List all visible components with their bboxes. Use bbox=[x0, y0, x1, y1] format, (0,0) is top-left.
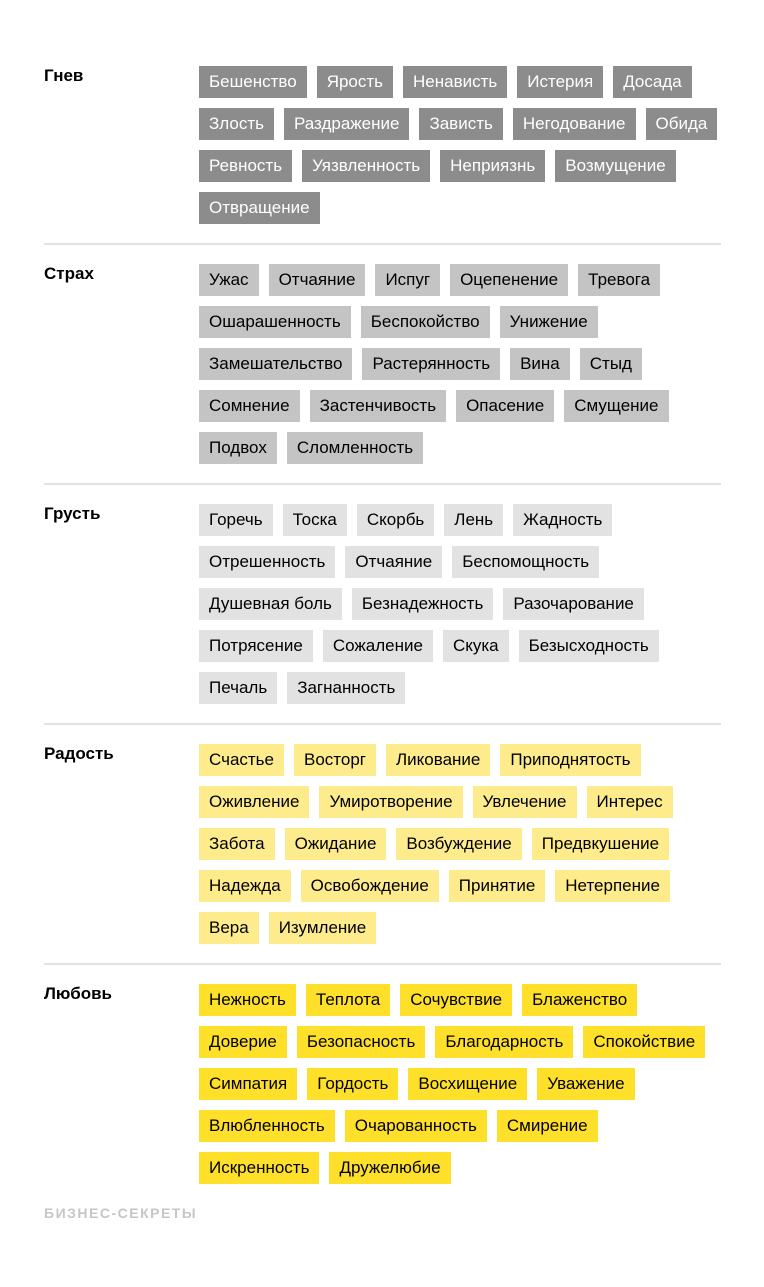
emotion-tag: Зависть bbox=[419, 108, 502, 140]
emotion-tag: Негодование bbox=[513, 108, 636, 140]
emotion-tag: Увлечение bbox=[473, 786, 577, 818]
section-divider bbox=[44, 483, 721, 485]
emotion-tag: Сожаление bbox=[323, 630, 433, 662]
emotion-tag: Уязвленность bbox=[302, 150, 430, 182]
emotion-tag: Приподнятость bbox=[500, 744, 640, 776]
emotion-tag: Нетерпение bbox=[555, 870, 670, 902]
emotion-tag: Стыд bbox=[580, 348, 642, 380]
emotion-tag: Ярость bbox=[317, 66, 393, 98]
emotion-tag: Смирение bbox=[497, 1110, 598, 1142]
section-divider bbox=[44, 723, 721, 725]
emotion-tag: Душевная боль bbox=[199, 588, 342, 620]
emotion-tag: Досада bbox=[613, 66, 692, 98]
section-title: Радость bbox=[44, 744, 114, 763]
emotion-tag: Ревность bbox=[199, 150, 292, 182]
emotion-tag: Восторг bbox=[294, 744, 376, 776]
tag-list bbox=[199, 264, 721, 464]
emotion-tag: Неприязнь bbox=[440, 150, 545, 182]
emotion-tag: Унижение bbox=[500, 306, 598, 338]
emotion-tag: Умиротворение bbox=[319, 786, 462, 818]
emotion-tag: Опасение bbox=[456, 390, 554, 422]
emotion-tag: Тревога bbox=[578, 264, 660, 296]
emotion-tag: Отвращение bbox=[199, 192, 320, 224]
brand-logo: БИЗНЕС-СЕКРЕТЫ bbox=[44, 1205, 198, 1221]
emotion-tag: Печаль bbox=[199, 672, 277, 704]
emotion-tag: Злость bbox=[199, 108, 274, 140]
emotion-tag: Уважение bbox=[537, 1068, 634, 1100]
emotion-tag: Испуг bbox=[375, 264, 440, 296]
emotion-tag: Изумление bbox=[269, 912, 377, 944]
emotion-tag: Теплота bbox=[306, 984, 390, 1016]
section-divider bbox=[44, 963, 721, 965]
emotion-tag: Беспомощность bbox=[452, 546, 599, 578]
emotion-tag: Замешательство bbox=[199, 348, 352, 380]
section-title: Любовь bbox=[44, 984, 113, 1003]
emotion-tag: Обида bbox=[646, 108, 718, 140]
emotion-tag: Гордость bbox=[307, 1068, 398, 1100]
emotion-tag: Тоска bbox=[283, 504, 347, 536]
section-title: Гнев bbox=[44, 66, 84, 85]
emotion-tag: Возбуждение bbox=[396, 828, 521, 860]
tag-list bbox=[199, 744, 721, 944]
emotion-tag: Вера bbox=[199, 912, 259, 944]
emotion-tag: Сочувствие bbox=[400, 984, 512, 1016]
emotion-tag: Забота bbox=[199, 828, 275, 860]
emotion-tag: Освобождение bbox=[301, 870, 439, 902]
emotion-tag: Ожидание bbox=[285, 828, 387, 860]
emotion-tag: Ликование bbox=[386, 744, 490, 776]
emotion-tag: Скорбь bbox=[357, 504, 434, 536]
emotion-tag: Бешенство bbox=[199, 66, 307, 98]
emotion-tag: Сломленность bbox=[287, 432, 423, 464]
emotion-tag: Счастье bbox=[199, 744, 284, 776]
emotion-tag: Безопасность bbox=[297, 1026, 425, 1058]
emotion-tag: Разочарование bbox=[503, 588, 644, 620]
emotion-tag: Загнанность bbox=[287, 672, 405, 704]
emotion-tag: Ошарашенность bbox=[199, 306, 351, 338]
tag-list bbox=[199, 984, 721, 1184]
emotion-tag: Интерес bbox=[587, 786, 673, 818]
tag-list bbox=[199, 66, 721, 224]
section-divider bbox=[44, 243, 721, 245]
emotion-tag: Нежность bbox=[199, 984, 296, 1016]
emotion-tag: Ненависть bbox=[403, 66, 507, 98]
emotion-tag: Ужас bbox=[199, 264, 259, 296]
emotion-tag: Отчаяние bbox=[345, 546, 442, 578]
emotion-tag: Очарованность bbox=[345, 1110, 487, 1142]
emotion-tag: Отчаяние bbox=[269, 264, 366, 296]
emotion-tag: Застенчивость bbox=[310, 390, 446, 422]
emotion-tag: Раздражение bbox=[284, 108, 409, 140]
emotion-tag: Истерия bbox=[517, 66, 603, 98]
emotion-tag: Оживление bbox=[199, 786, 309, 818]
emotion-tag: Жадность bbox=[513, 504, 612, 536]
emotion-tag: Скука bbox=[443, 630, 509, 662]
emotion-tag: Лень bbox=[444, 504, 503, 536]
emotion-tag: Надежда bbox=[199, 870, 291, 902]
emotion-tag: Возмущение bbox=[555, 150, 675, 182]
emotion-tag: Спокойствие bbox=[583, 1026, 705, 1058]
section-title: Грусть bbox=[44, 504, 101, 523]
emotion-tag: Восхищение bbox=[408, 1068, 527, 1100]
emotion-tag: Отрешенность bbox=[199, 546, 335, 578]
emotion-tag: Сомнение bbox=[199, 390, 300, 422]
emotion-tag: Горечь bbox=[199, 504, 273, 536]
emotion-tag: Оцепенение bbox=[450, 264, 568, 296]
emotion-tag: Доверие bbox=[199, 1026, 287, 1058]
emotion-tag: Беспокойство bbox=[361, 306, 490, 338]
emotion-tag: Симпатия bbox=[199, 1068, 297, 1100]
emotion-tag: Безысходность bbox=[519, 630, 659, 662]
emotion-tag: Вина bbox=[510, 348, 570, 380]
emotion-tag: Растерянность bbox=[362, 348, 500, 380]
emotion-tag: Влюбленность bbox=[199, 1110, 335, 1142]
tag-list bbox=[199, 504, 721, 704]
emotion-tag: Искренность bbox=[199, 1152, 319, 1184]
emotion-tag: Подвох bbox=[199, 432, 277, 464]
emotion-tag: Принятие bbox=[449, 870, 546, 902]
emotion-tag: Предвкушение bbox=[532, 828, 669, 860]
emotion-tag: Смущение bbox=[564, 390, 668, 422]
emotion-tag: Блаженство bbox=[522, 984, 637, 1016]
emotion-tag: Дружелюбие bbox=[329, 1152, 450, 1184]
emotion-tag: Потрясение bbox=[199, 630, 313, 662]
section-title: Страх bbox=[44, 264, 94, 283]
emotion-tag: Безнадежность bbox=[352, 588, 493, 620]
emotion-tag: Благодарность bbox=[435, 1026, 573, 1058]
